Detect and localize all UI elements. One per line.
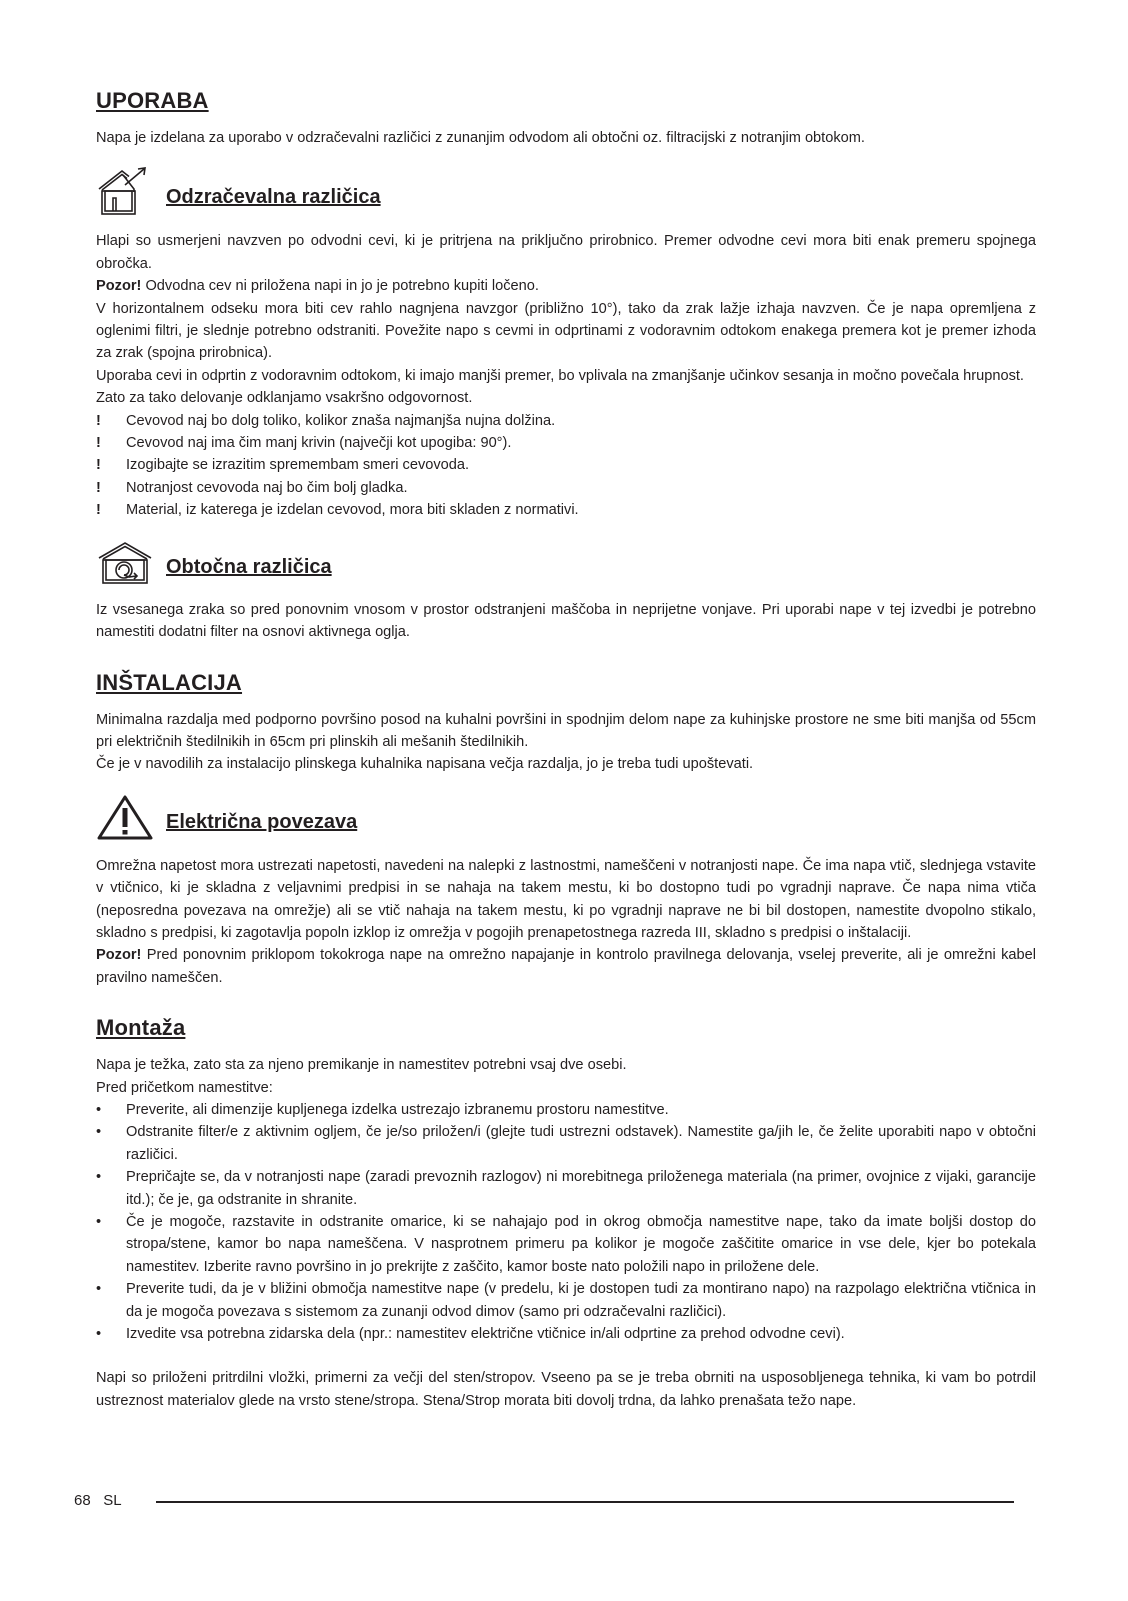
subsection-elektricna [96, 794, 1036, 842]
elektricna-p2: Pozor! Pred ponovnim priklopom tokokroga nape na omrežno napajanje in kontrolo pravilnega delovanja, vselej preverite, ali je omrežni kabel pravilno nameščen. [96, 947, 1036, 986]
subsection-obtocna [96, 540, 1036, 586]
list-item: ! Cevovod naj ima čim manj krivin (največji kot upogiba: 90°). [96, 435, 512, 452]
section-title-uporaba: UPORABA [96, 88, 209, 113]
subsection-title-elektricna: Električna povezava [166, 811, 358, 834]
warning-triangle-icon [96, 794, 154, 842]
section-title-montaza: Montaža [96, 1015, 186, 1041]
page-content [96, 88, 1036, 1412]
list-item: ! Izogibajte se izrazitim spremembam smeri cevovoda. [96, 457, 470, 474]
montaza-list [96, 1099, 1036, 1345]
page-number: 68 SL [74, 1492, 122, 1509]
obtocna-p1: Iz vsesanega zraka so pred ponovnim vnosom v prostor odstranjeni maščoba in neprijetne vonjave. Pri uporabi nape v tej izvedbi je potrebno namestiti dodatni filter na osnovi aktivnega oglja. [96, 601, 1036, 641]
list-item: • Preverite tudi, da je v bližini območja namestitve nape (v predelu, ki je dostopen tudi za montirano napo) na razpolago električna vtičnica in da je mogoča povezava s sistemom za zunanji odvod dimov (samo pri odzračevalni različici). [96, 1281, 1036, 1320]
montaza-p3: Napi so priloženi pritrdilni vložki, primerni za večji del sten/stropov. Vseeno pa se je treba obrniti na usposobljenega tehnika, ki vam bo potrdil ustreznost materialov glede na vrsto stene/stropa. Stena/Strop morata biti dovolj trdna, da lahko prenašata težo nape. [96, 1370, 1036, 1409]
list-item: • Izvedite vsa potrebna zidarska dela (npr.: namestitev električne vtičnice in/ali odprtine za prehod odvodne cevi). [96, 1326, 845, 1343]
page-footer [74, 1492, 1014, 1516]
list-item: • Preverite, ali dimenzije kupljenega izdelka ustrezajo izbranemu prostoru namestitve. [96, 1101, 669, 1118]
odzracevalna-p4: Uporaba cevi in odprtin z vodoravnim odtokom, ki imajo manjši premer, bo vplivala na zmanjšanje učinkov sesanja in močno povečala hrupnost. [96, 367, 1024, 384]
elektricna-p1: Omrežna napetost mora ustrezati napetosti, navedeni na nalepki z lastnostmi, nameščeni v notranjosti nape. Če ima napa vtič, slednjega vstavite v vtičnico, ki je skladna z veljavnimi predpisi in se nahaja na takem mestu, ki bo dostopno tudi po vgradnji naprave. Če napa nima vtiča (neposredna povezava na omrežje) ali se vtič nahaja na takem mestu, ki po vgradnji naprave ne bi bil dostopen, namestite dvopolno stikalo, skladno s predpisi, ki zagotavlja popoln izklop iz omrežja v pogojih prenapetostnega razreda III, skladno s predpisi o inštalaciji. [96, 857, 1036, 941]
warning-label: Pozor! [96, 278, 142, 295]
house-exhaust-icon [96, 167, 154, 217]
uporaba-intro: Napa je izdelana za uporabo v odzračevalni različici z zunanjim odvodom ali obtočni oz. filtracijski z notranjim obtokom. [96, 130, 865, 146]
house-recirculation-icon [96, 540, 154, 586]
language-code: SL [103, 1492, 122, 1509]
subsection-title-obtocna: Obtočna različica [166, 556, 332, 579]
odzracevalna-p3: V horizontalnem odseku mora biti cev rahlo nagnjena navzgor (približno 10°), tako da zrak lažje izhaja navzven. Če je napa opremljena z oglenimi filtri, je slednje potrebno odstraniti. Povežite napo s cevmi in odprtinami z vodoravnim odtokom enakega premera kot je premer izhoda za zrak (spojna prirobnica). [96, 300, 1036, 362]
footer-rule [156, 1501, 1014, 1503]
list-item: ! Notranjost cevovoda naj bo čim bolj gladka. [96, 479, 408, 496]
montaza-p2: Pred pričetkom namestitve: [96, 1079, 273, 1096]
list-item: • Če je mogoče, razstavite in odstranite omarice, ki se nahajajo pod in okrog območja namestitve nape, tako da imate boljši dostop do stropa/stene, kamor bo napa nameščena. V nasprotnem primeru pa kolikor je mogoče zaščitite omarice in vse dele, kjer bo potekala namestitev. Izberite ravno površino in jo prekrijte z zaščito, kamor boste nato položili napo in priložene dele. [96, 1214, 1036, 1275]
odzracevalna-p1: Hlapi so usmerjeni navzven po odvodni cevi, ki je pritrjena na priključno prirobnico. Premer odvodne cevi mora biti enak premeru spojnega obročka. [96, 233, 1036, 272]
section-title-instalacija: INŠTALACIJA [96, 669, 243, 695]
list-item: • Prepričajte se, da v notranjosti nape (zaradi prevoznih razlogov) ni morebitnega priloženega materiala (na primer, ovojnice z vijaki, garancije itd.); če je, ga odstranite in shranite. [96, 1169, 1036, 1208]
instalacija-p1: Minimalna razdalja med podporno površino posod na kuhalni površini in spodnjim delom nape za kuhinjske prostore ne sme biti manjša od 55cm pri električnih štedilnikih in 65cm pri plinskih ali mešanih štedilnikih. [96, 711, 1036, 750]
instalacija-p2: Če je v navodilih za instalacijo plinskega kuhalnika napisana večja razdalja, jo je treba tudi upoštevati. [96, 756, 754, 773]
subsection-odzracevalna [96, 167, 1036, 217]
list-item: • Odstranite filter/e z aktivnim ogljem, če je/so priložen/i (glejte tudi ustrezni odstavek). Namestite ga/jih le, če želite uporabiti napo v obtočni različici. [96, 1124, 1036, 1163]
list-item: ! Cevovod naj bo dolg toliko, kolikor znaša najmanjša nujna dolžina. [96, 412, 556, 429]
odzracevalna-list [96, 410, 1036, 522]
subsection-title-odzracevalna: Odzračevalna različica [166, 185, 381, 208]
warning-label: Pozor! [96, 947, 142, 964]
montaza-p1: Napa je težka, zato sta za njeno premikanje in namestitev potrebni vsaj dve osebi. [96, 1057, 627, 1074]
list-item: ! Material, iz katerega je izdelan cevovod, mora biti skladen z normativi. [96, 502, 579, 519]
odzracevalna-p2: Pozor! Odvodna cev ni priložena napi in jo je potrebno kupiti ločeno. [96, 278, 539, 295]
odzracevalna-p5: Zato za tako delovanje odklanjamo vsakršno odgovornost. [96, 390, 473, 407]
